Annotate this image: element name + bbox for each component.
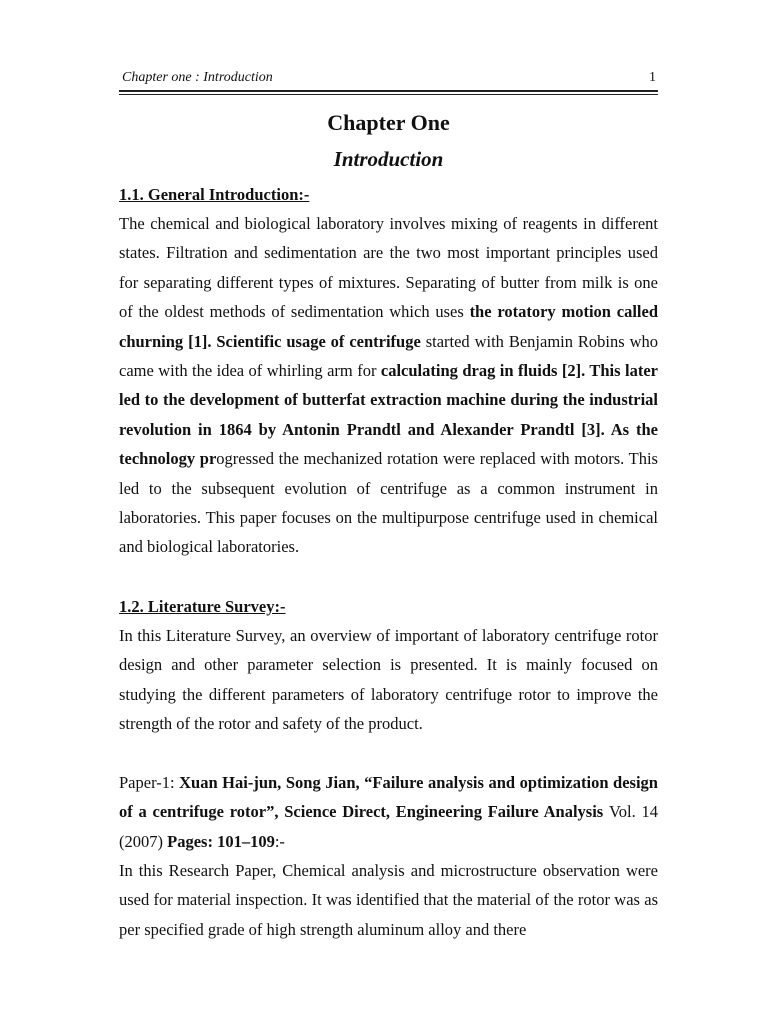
chapter-subtitle: Introduction: [333, 147, 444, 171]
citation-bold-text: Xuan Hai-jun, Song Jian, “Failure analysis and optimization design of a centrifuge rotor”, Science Direct, Engineering Failure Analysis: [119, 773, 658, 822]
citation-label: Paper-1:: [119, 773, 180, 792]
paragraph-text: started with Benjamin Robins who came with the idea of whirling arm for: [119, 331, 658, 381]
paragraph-text: The chemical and biological laboratory involves mixing of reagents in different states. Filtration and sedimentation are the two most important principles used for separating different types of mixtures. Separating of butter from milk is one of the oldest methods of sedimentation which uses: [119, 214, 658, 322]
citation-pages: Pages: 101–109: [167, 831, 275, 851]
header-title: Chapter one : Introduction: [122, 70, 273, 85]
citation-volume: Vol. 14 (2007): [119, 802, 658, 851]
paragraph-general-introduction: [119, 209, 658, 562]
paragraph-paper-citation: [119, 768, 658, 856]
header-rule-thick: [119, 90, 658, 92]
paragraph-bold-text: calculating drag in fluids [2]. This later led to the development of butterfat extraction machine during the industrial revolution in 1864 by Antonin Prandtl and Alexander Prandtl [3]. As the technology pr: [119, 361, 658, 469]
paragraph-literature-overview: In this Literature Survey, an overview of important of laboratory centrifuge rotor design and other parameter selection is presented. It is mainly focused on studying the different parameters of laboratory centrifuge rotor to improve the strength of the rotor and safety of the product.: [119, 626, 658, 734]
paragraph-research-paper: In this Research Paper, Chemical analysis and microstructure observation were used for material inspection. It was identified that the material of the rotor was as per specified grade of high strength aluminum alloy and there: [119, 861, 658, 939]
running-header: [119, 70, 658, 88]
header-rule-thin: [119, 94, 658, 95]
citation-suffix: :-: [274, 831, 285, 851]
section-heading-literature-survey: 1.2. Literature Survey:-: [119, 597, 286, 616]
chapter-title: Chapter One: [327, 110, 450, 135]
paragraph-bold-text: the rotatory motion called churning [1]. Scientific usage of centrifuge: [119, 302, 658, 351]
section-heading-general-introduction: 1.1. General Introduction:-: [119, 185, 310, 204]
document-page: [119, 0, 658, 1024]
paragraph-text: ogressed the mechanized rotation were replaced with motors. This led to the subsequent evolution of centrifuge as a common instrument in laboratories. This paper focuses on the multipurpose centrifuge used in chemical and biological laboratories.: [119, 449, 658, 557]
page-number: 1: [649, 70, 656, 85]
